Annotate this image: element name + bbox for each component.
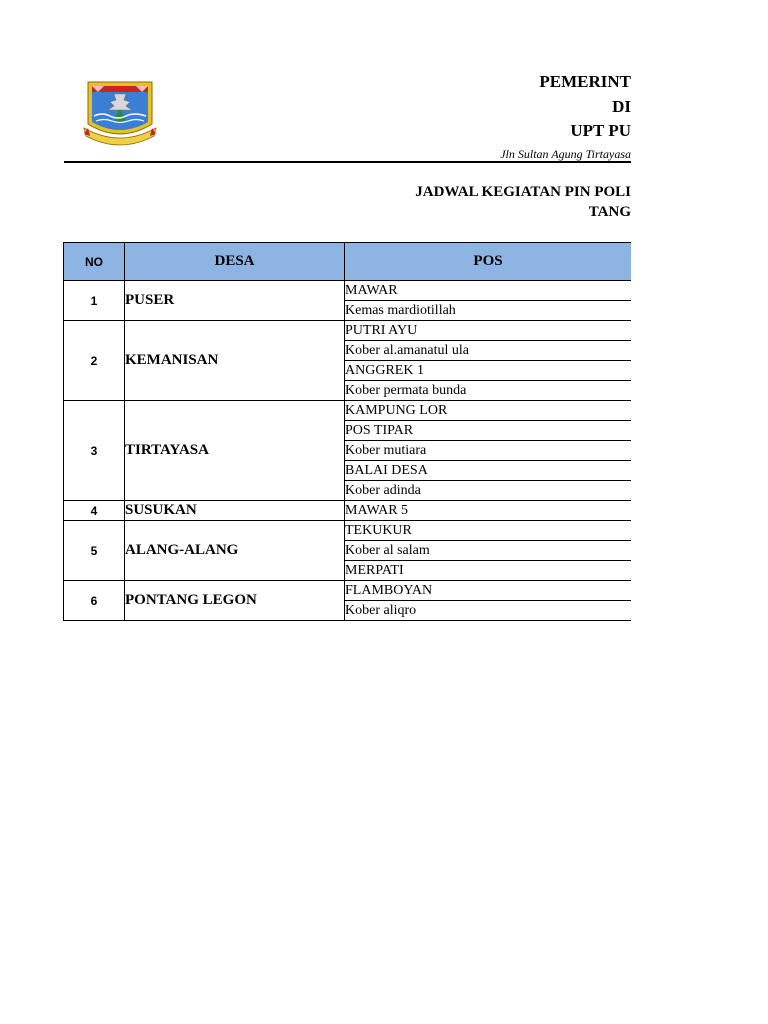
pos-cell: Kober mutiara [345,441,632,461]
row-number: 5 [64,521,125,581]
row-number: 6 [64,581,125,621]
pos-cell: Kober aliqro [345,601,632,621]
header-divider [64,161,631,163]
pos-cell: Kober al salam [345,541,632,561]
table-row [64,501,632,521]
desa-cell: PONTANG LEGON [125,581,345,621]
schedule-subtitle: TANG [588,204,631,220]
column-header-pos: POS [345,243,632,281]
column-header-desa: DESA [125,243,345,281]
pos-cell: Kober al.amanatul ula [345,341,632,361]
pos-cell: TEKUKUR [345,521,632,541]
header-line-1: PEMERINT [539,72,631,91]
column-header-no: NO [64,243,125,281]
header-line-3: UPT PU [570,121,631,140]
pos-cell: Kober permata bunda [345,381,632,401]
header-address: Jln Sultan Agung Tirtayasa [500,147,631,161]
pos-cell: MERPATI [345,561,632,581]
pos-cell: MAWAR 5 [345,501,632,521]
pos-cell: KAMPUNG LOR [345,401,632,421]
pos-cell: PUTRI AYU [345,321,632,341]
table-header-row [64,243,632,281]
row-number: 1 [64,281,125,321]
row-number: 2 [64,321,125,401]
table-body [64,281,632,621]
desa-cell: TIRTAYASA [125,401,345,501]
pos-cell: BALAI DESA [345,461,632,481]
row-number: 3 [64,401,125,501]
desa-cell: ALANG-ALANG [125,521,345,581]
pos-cell: FLAMBOYAN [345,581,632,601]
desa-cell: PUSER [125,281,345,321]
pos-cell: POS TIPAR [345,421,632,441]
table-row [64,321,632,341]
pos-cell: MAWAR [345,281,632,301]
row-number: 4 [64,501,125,521]
table-row [64,281,632,301]
table-row [64,581,632,601]
pos-cell: Kober adinda [345,481,632,501]
desa-cell: SUSUKAN [125,501,345,521]
schedule-table [63,242,631,621]
header-line-2: DI [612,97,631,116]
table-row [64,521,632,541]
pos-cell: ANGGREK 1 [345,361,632,381]
desa-cell: KEMANISAN [125,321,345,401]
schedule-title: JADWAL KEGIATAN PIN POLI [415,184,631,200]
table-row [64,401,632,421]
pos-cell: Kemas mardiotillah [345,301,632,321]
